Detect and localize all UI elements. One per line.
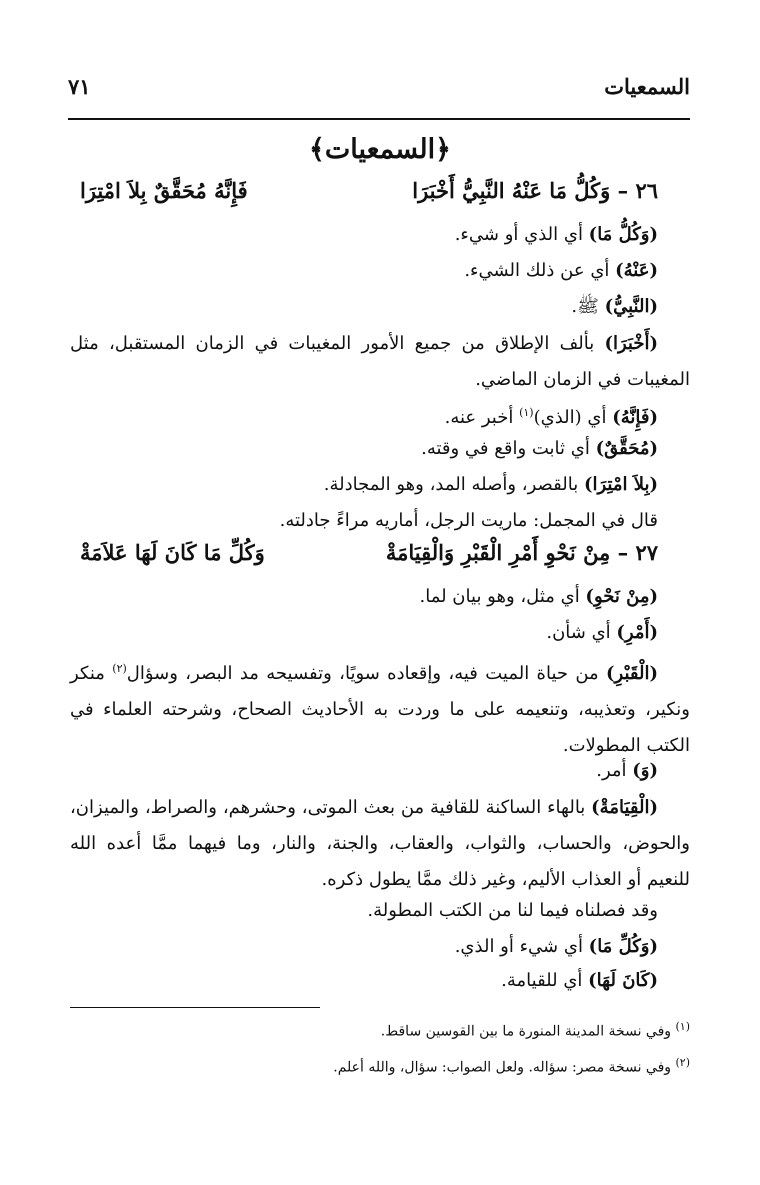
footnote-rule <box>70 1007 320 1008</box>
commentary-line: وقد فصلناه فيما لنا من الكتب المطولة. <box>367 900 658 921</box>
quoted-phrase: (وَكُلُّ مَا) <box>588 224 658 245</box>
verse-27-second-hemistich: وَكُلِّ مَا كَانَ لَهَا عَلاَمَةْ <box>80 540 265 565</box>
verse-26-second-hemistich: فَإِنَّهُ مُحَقَّقٌ بِلاَ امْتِرَا <box>80 178 248 203</box>
commentary-line: (وَكُلِّ مَا) أي شيء أو الذي. <box>454 936 658 957</box>
footnote-2: $^{(٢)}$ وفي نسخة مصر: سؤاله. ولعل الصواب: سؤال، والله أعلم. <box>333 1056 690 1076</box>
running-head-title: السمعيات <box>604 74 690 99</box>
commentary-line: (النَّبِيُّ) ﷺ. <box>571 296 658 317</box>
commentary-paragraph: (أَخْبَرَا) بألف الإطلاق من جميع الأمور المغيبات في الزمان المستقبل، مثل المغيبات في الزمان الماضي. <box>70 333 690 390</box>
quoted-phrase: (أَمْرِ) <box>616 622 658 643</box>
page-number: ٧١ <box>68 74 91 99</box>
footnote-mark: (١) <box>675 1020 690 1033</box>
footnote-1: $^{(١)}$ وفي نسخة المدينة المنورة ما بين القوسين ساقط. <box>380 1020 690 1040</box>
quoted-phrase: (النَّبِيُّ) <box>604 296 658 317</box>
commentary-line: (مُحَقَّقٌ) أي ثابت واقع في وقته. <box>421 438 658 459</box>
footnote-ref-1: (١) <box>519 406 534 419</box>
commentary-paragraph: (الْقَبْرِ) من حياة الميت فيه، وإقعاده سويًا، وتفسيحه مد البصر، وسؤال$^{(٢)}$ منكر ونكير، وتعذيبه، وتنعيمه على ما وردت به الأحاديث الصحاح، وشرحته العلماء في الكتب المطولات. <box>70 662 690 756</box>
running-head <box>68 70 690 110</box>
commentary-line: (بِلاَ امْتِرَا) بالقصر، وأصله المد، وهو المجادلة. <box>323 474 658 495</box>
commentary-line: (أَمْرِ) أي شأن. <box>546 622 658 643</box>
footnote-mark: (٢) <box>675 1056 690 1069</box>
commentary-line: (وَ) أمر. <box>596 760 658 781</box>
quoted-phrase: (وَ) <box>632 760 658 781</box>
commentary-line: قال في المجمل: ماريت الرجل، أماريه مراءً جادلته. <box>279 510 658 531</box>
quoted-phrase: (عَنْهُ) <box>615 260 658 281</box>
commentary-line: (فَإِنَّهُ) أي (الذي)$^{(١)}$ أخبر عنه. <box>444 406 658 428</box>
quoted-phrase: (وَكُلِّ مَا) <box>588 936 658 957</box>
quoted-phrase: (كَانَ لَهَا) <box>588 970 658 991</box>
quoted-phrase: (بِلاَ امْتِرَا) <box>583 474 658 495</box>
commentary-line: (مِنْ نَحْوِ) أي مثل، وهو بيان لما. <box>419 586 658 607</box>
footnote-ref-2: (٢) <box>112 662 127 675</box>
quoted-phrase: (الْقِيَامَةْ) <box>591 797 658 818</box>
commentary-line: (وَكُلُّ مَا) أي الذي أو شيء. <box>454 224 658 245</box>
quoted-phrase: (أَخْبَرَا) <box>604 333 658 354</box>
verse-26 <box>80 178 658 214</box>
section-title: ﴿السمعيات﴾ <box>309 134 451 165</box>
verse-27 <box>80 540 658 576</box>
commentary-line: (كَانَ لَهَا) أي للقيامة. <box>501 970 658 991</box>
header-rule <box>68 118 690 120</box>
quoted-phrase: (الْقَبْرِ) <box>606 663 659 684</box>
quoted-phrase: (مِنْ نَحْوِ) <box>585 586 658 607</box>
quoted-phrase: (مُحَقَّقٌ) <box>595 438 658 459</box>
verse-26-first-hemistich: ٢٦ – وَكُلُّ مَا عَنْهُ النَّبِيُّ أَخْبَرَا <box>412 178 658 203</box>
commentary-paragraph: (الْقِيَامَةْ) بالهاء الساكنة للقافية من بعث الموتى، وحشرهم، والصراط، والميزان، والحوض، والحساب، والثواب، والعقاب، والجنة، والنار، وما فيهما ممَّا أعده الله للنعيم أو العذاب الأليم، وغير ذلك ممَّا يطول ذكره. <box>70 797 690 890</box>
commentary-line: (عَنْهُ) أي عن ذلك الشيء. <box>464 260 658 281</box>
verse-27-first-hemistich: ٢٧ – مِنْ نَحْوِ أَمْرِ الْقَبْرِ وَالْقِيَامَةْ <box>385 540 658 565</box>
quoted-phrase: (فَإِنَّهُ) <box>612 407 658 428</box>
